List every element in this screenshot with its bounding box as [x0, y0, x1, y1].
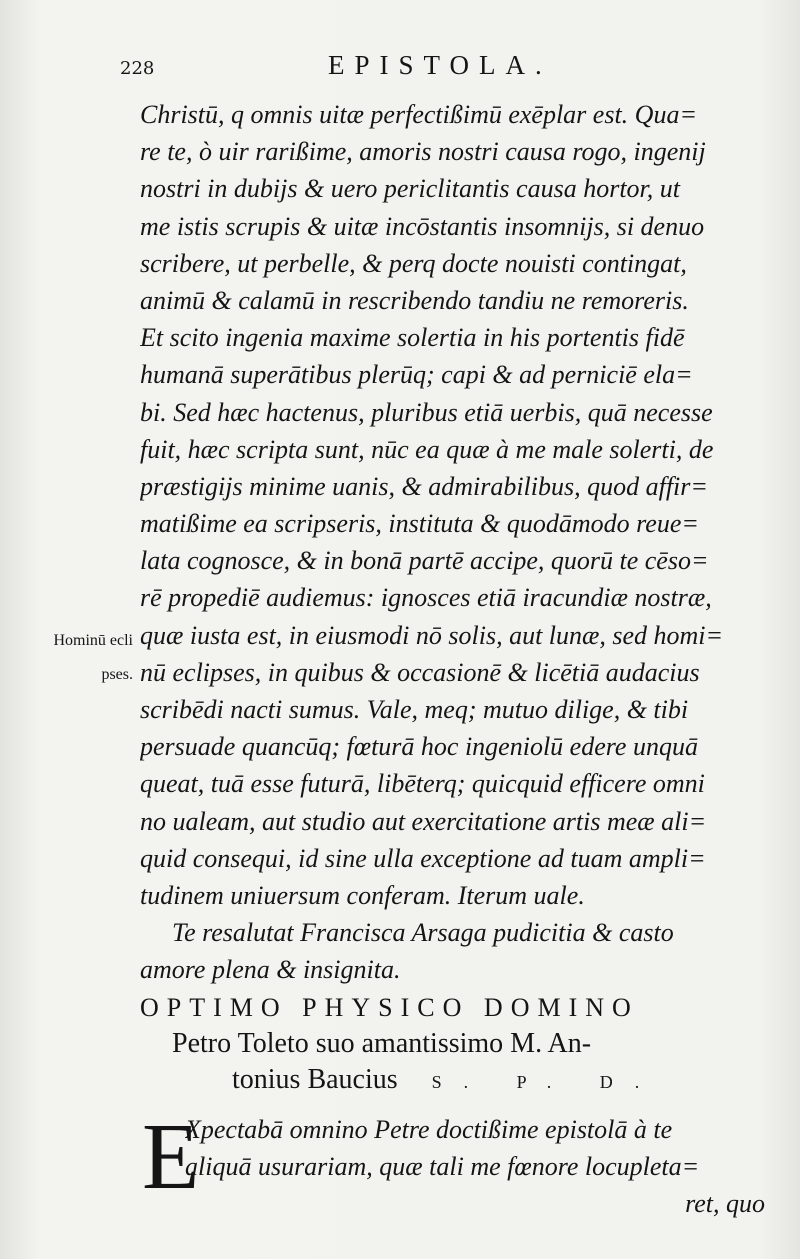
- text-line: tudinem uniuersum conferam. Iterum uale.: [140, 880, 585, 910]
- letter-heading: [140, 990, 765, 1100]
- heading-line: [140, 1062, 765, 1100]
- text-line: re te, ò uir rarißime, amoris nostri causa rogo, ingenij: [140, 137, 706, 167]
- text-line: amore plena & insignita.: [140, 955, 401, 985]
- text-line: ret, quo: [685, 1189, 765, 1218]
- text-line: me istis scrupis & uitæ incōstantis insomnijs, si denuo: [140, 211, 705, 241]
- text-line: lata cognosce, & in bonā partē accipe, quorū te cēso=: [140, 546, 709, 576]
- heading-line: Petro Toleto suo amantissimo M. An-: [172, 1028, 592, 1059]
- marginal-note-line: Hominū ecli: [53, 632, 133, 649]
- text-line: fuit, hæc scripta sunt, nūc ea quæ à me male solerti, de: [140, 434, 714, 464]
- text-line: scribere, ut perbelle, & perq docte nouisti contingat,: [140, 248, 687, 278]
- text-line: nū eclipses, in quibus & occasionē & licētiā audacius: [140, 657, 700, 687]
- text-line: bi. Sed hæc hactenus, pluribus etiā uerbis, quā necesse: [140, 397, 713, 427]
- heading-line: OPTIMO PHYSICO DOMINO: [140, 993, 639, 1022]
- text-line: præstigijs minime uanis, & admirabilibus, quod affir=: [140, 471, 708, 501]
- text-line: no ualeam, aut studio aut exercitatione artis meæ ali=: [140, 806, 707, 836]
- text-line: persuade quancūq; fœturā hoc ingeniolū edere unquā: [140, 732, 698, 762]
- text-line: Xpectabā omnino Petre doctißime epistolā à te: [185, 1115, 673, 1144]
- text-line: Christū, q omnis uitæ perfectißimū exēplar est. Qua=: [140, 100, 698, 129]
- text-line: quid consequi, id sine ulla exceptione ad tuam ampli=: [140, 843, 706, 873]
- page-number: 228: [120, 58, 155, 79]
- text-line: Et scito ingenia maxime solertia in his portentis fidē: [140, 323, 685, 353]
- drop-cap: E: [142, 1105, 200, 1209]
- heading-name: tonius Baucius: [232, 1064, 398, 1095]
- text-line: aliquā usurariam, quæ tali me fœnore locupleta=: [185, 1152, 700, 1181]
- page-header: [0, 46, 800, 86]
- salutation-abbrev: S. P. D.: [431, 1072, 662, 1092]
- running-title: EPISTOLA.: [328, 50, 552, 80]
- text-line: Te resalutat Francisca Arsaga pudicitia & casto: [172, 918, 674, 948]
- text-line: queat, tuā esse futurā, libēterq; quicquid efficere omni: [140, 769, 705, 799]
- text-line: animū & calamū in rescribendo tandiu ne remoreris.: [140, 285, 689, 315]
- letter-opening: [185, 1111, 765, 1222]
- text-line: rē propediē audiemus: ignosces etiā iracundiæ nostræ,: [140, 583, 712, 613]
- letter-body: [140, 96, 765, 989]
- text-line: scribēdi nacti sumus. Vale, meq; mutuo dilige, & tibi: [140, 695, 689, 724]
- text-line: matißime ea scripseris, instituta & quodāmodo reue=: [140, 509, 699, 539]
- marginal-note-line: pses.: [101, 666, 133, 683]
- text-line: humanā superātibus plerūq; capi & ad perniciē ela=: [140, 360, 693, 390]
- text-line: quæ iusta est, in eiusmodi nō solis, aut lunæ, sed homi=: [140, 620, 724, 650]
- text-line: nostri in dubijs & uero periclitantis causa hortor, ut: [140, 174, 681, 204]
- marginal-note: [18, 624, 133, 692]
